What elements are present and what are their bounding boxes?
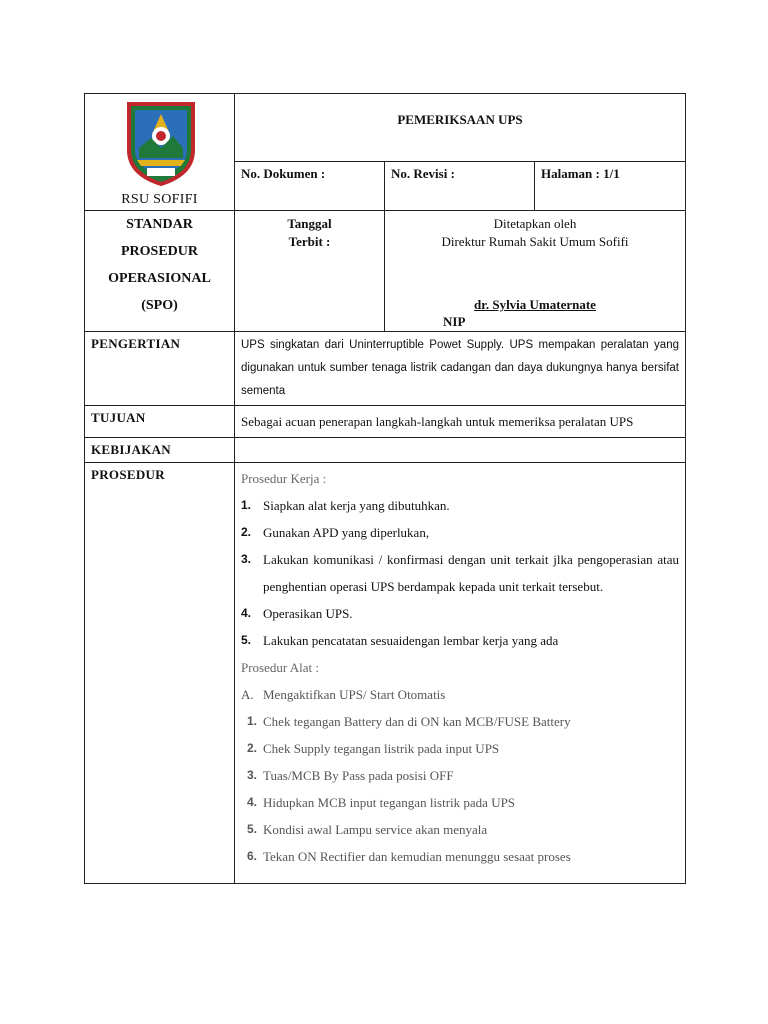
list-item [241,789,679,816]
prosedur-kerja-list [241,492,679,654]
step-number: 4. [241,606,252,620]
kebijakan-label: KEBIJAKAN [85,438,235,463]
step-number: 3. [246,768,257,782]
list-item [241,546,679,600]
step-text: Operasikan UPS. [263,606,353,621]
halaman: Halaman : 1/1 [535,162,686,211]
prosedur-alat-heading: Prosedur Alat : [241,660,319,675]
list-item [241,843,679,870]
document-title-cell [235,94,686,162]
prosedur-alat-list [241,708,679,870]
signer-nip: NIP [443,314,466,329]
step-text: Hidupkan MCB input tegangan listrik pada UPS [263,795,516,810]
list-item [241,627,679,654]
kebijakan-text [235,438,686,463]
spo-label-cell [85,211,235,332]
step-number: 5. [246,822,257,836]
spo-line: (SPO) [141,298,178,313]
list-item [241,519,679,546]
step-text: Gunakan APD yang diperlukan, [263,525,430,540]
list-item [241,762,679,789]
direktur-title: Direktur Rumah Sakit Umum Sofifi [441,234,629,249]
step-text: Chek tegangan Battery dan di ON kan MCB/FUSE Battery [263,714,571,729]
signature-cell [385,211,686,332]
step-text: Siapkan alat kerja yang dibutuhkan. [263,498,450,513]
step-number: 2. [241,525,252,539]
pengertian-text: UPS singkatan dari Uninterruptible Powet Supply. UPS mempakan peralatan yang digunakan untuk sumber tenaga listrik cadangan dan daya dukungnya hanya bersifat sementa [235,332,686,406]
step-number: 5. [241,633,252,647]
tujuan-text: Sebagai acuan penerapan langkah-langkah untuk memeriksa peralatan UPS [235,406,686,438]
section-a-label: A. [241,687,254,702]
tanggal-line: Terbit : [288,234,331,249]
step-number: 2. [246,741,257,755]
spo-document [84,93,685,884]
section-a [241,681,679,708]
step-number: 4. [246,795,257,809]
prosedur-kerja-heading: Prosedur Kerja : [241,471,327,486]
step-number: 1. [246,714,257,728]
prosedur-content [235,463,686,884]
list-item [241,708,679,735]
step-text: Tuas/MCB By Pass pada posisi OFF [263,768,454,783]
step-text: Lakukan pencatatan sesuaidengan lembar kerja yang ada [263,633,559,648]
prosedur-label: PROSEDUR [85,463,235,884]
hospital-logo-icon [123,98,199,186]
list-item [241,600,679,627]
step-number: 6. [246,849,257,863]
tujuan-label: TUJUAN [85,406,235,438]
spo-table [84,93,686,884]
tanggal-terbit-cell [235,211,385,332]
section-a-text: Mengaktifkan UPS/ Start Otomatis [263,687,446,702]
step-number: 1. [241,498,252,512]
step-text: Chek Supply tegangan listrik pada input UPS [263,741,500,756]
list-item [241,735,679,762]
tanggal-line: Tanggal [287,216,332,231]
no-revisi: No. Revisi : [385,162,535,211]
spo-line: PROSEDUR [120,244,198,259]
document-title: PEMERIKSAAN UPS [397,112,523,127]
list-item [241,492,679,519]
spo-line: OPERASIONAL [108,271,211,286]
list-item [241,816,679,843]
spo-line: STANDAR [126,217,193,232]
step-text: Lakukan komunikasi / konfirmasi dengan unit terkait jlka pengoperasian atau penghentian operasi UPS berdampak kepada unit terkait tersebut. [263,552,679,594]
pengertian-label: PENGERTIAN [85,332,235,406]
logo-cell [85,94,235,211]
no-dokumen: No. Dokumen : [235,162,385,211]
signer-name: dr. Sylvia Umaternate [474,297,596,312]
step-text: Kondisi awal Lampu service akan menyala [263,822,488,837]
ditetapkan-oleh: Ditetapkan oleh [493,216,577,231]
step-number: 3. [241,552,252,566]
step-text: Tekan ON Rectifier dan kemudian menunggu sesaat proses [263,849,571,864]
hospital-label: RSU SOFIFI [121,192,198,207]
